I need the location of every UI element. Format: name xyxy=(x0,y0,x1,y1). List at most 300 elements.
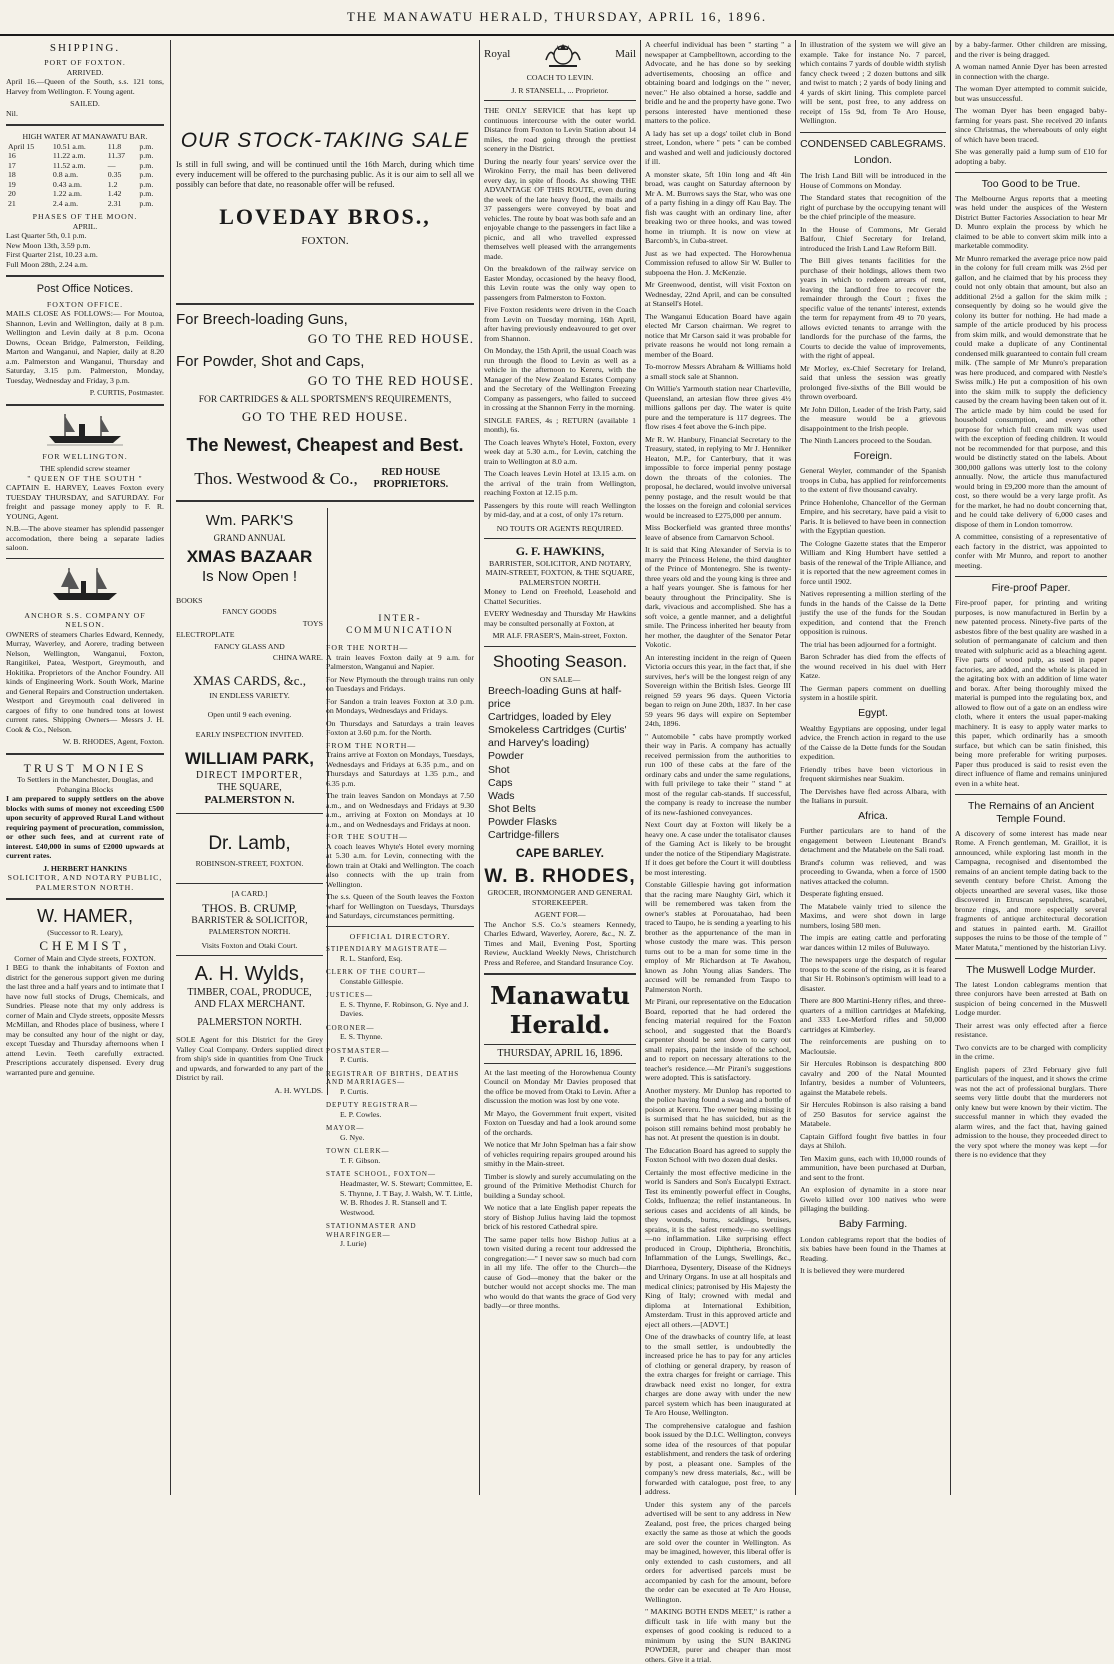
royal-label: Royal xyxy=(484,48,511,61)
tide-cell: 18 xyxy=(8,170,16,180)
tide-cell: 19 xyxy=(8,179,16,189)
arrived-label: ARRIVED. xyxy=(66,67,104,77)
park-item: TOYS xyxy=(302,618,323,628)
egypt-paragraph: Wealthy Egyptians are opposing, under legal advice, the French action in regard to the use of the Caisse de la Dette funds for the Soudan expedition. xyxy=(800,723,946,762)
column-local-news xyxy=(645,40,791,1664)
tide-row xyxy=(6,170,164,180)
hamer-trade: CHEMIST, xyxy=(39,937,131,953)
red-house-line: GO TO THE RED HOUSE. xyxy=(241,409,409,425)
hamer-successor: (Successor to R. Leary), xyxy=(47,928,123,938)
coach-paragraph: The Coach leaves Levin Hotel at 13.15 a.m. on the arrival of the train from Wellington, reaching Foxton at 12.15 p.m. xyxy=(484,469,636,497)
anchor-company-sign: W. B. RHODES, Agent, Foxton. xyxy=(62,737,164,747)
fire-proof-paragraphs xyxy=(955,598,1107,788)
muswell-murder-paragraph: English papers of 23rd February give full particulars of the inquest, and it shows the crime was not the act of professional burglars. There seems very little doubt that the murderers not only knew but were known by their victim. The successful manner in which they evaded the alarm wires, and the fact that, having gained admission to the house, they proceeded direct to the very spot where the money was kept —for there is no evidence that they xyxy=(955,1064,1107,1160)
directory-entry xyxy=(326,1070,474,1097)
sale-item: Powder Flasks xyxy=(488,816,557,829)
divider xyxy=(6,558,164,559)
william-park-town: PALMERSTON N. xyxy=(204,794,295,807)
fire-proof-heading: Fire-proof Paper. xyxy=(955,576,1107,595)
sailed-text: Nil. xyxy=(6,108,18,118)
news-paragraph: A cheerful individual has been " starting " a newspaper at Campbelltown, according to the Advocate, and he has done so by seeking advertisements, choosing an office and obtaining board and lodgings on the " never, never." He also obtained a horse, saddle and bridle and he and the property have gone. Two persons interested have mentioned these matters to the police. xyxy=(645,40,791,125)
directory-office: JUSTICES— xyxy=(326,991,374,1000)
anchor-ship-illustration xyxy=(47,565,123,605)
news-paragraph: Mr Greenwood, dentist, will visit Foxton on Wednesday, 22nd April, and can be consulted at Stansell's Hotel. xyxy=(645,280,791,308)
muswell-murder-heading: The Muswell Lodge Murder. xyxy=(955,958,1107,977)
tide-cell: 20 xyxy=(8,189,16,199)
royal-mail-header xyxy=(484,40,636,70)
cape-barley: CAPE BARLEY. xyxy=(515,846,604,861)
inter-communication-title: INTER-COMMUNICATION xyxy=(346,614,454,636)
arrived-text: April 16.—Queen of the South, s.s. 121 tons, Harvey from Wellington. F. Young agent. xyxy=(6,77,164,96)
royal-crest-icon xyxy=(543,40,583,70)
sale-item: Cartridges, loaded by Eley xyxy=(488,711,612,724)
directory-entry xyxy=(326,1024,474,1042)
hawkins-fraser: MR ALF. FRASER'S, Main-street, Foxton. xyxy=(492,631,628,641)
post-office-text: MAILS CLOSE AS FOLLOWS:— For Moutoa, Shannon, Levin and Wellington, daily at 8 p.m. Wellington and Levin daily at 8 p.m. Ocona Downs, Ocean Bridge, Palmerston, Feilding, Marton and Wanganui, and Napier, daily at 8.20 a.m. Palmerston and Wanganui, Thursday and Saturday, 3.15 p.m. Palmerston, Monday, Tuesday, Wednesday and Friday, 3 p.m. xyxy=(6,309,164,385)
divider xyxy=(484,100,636,101)
crump-role: BARRISTER & SOLICITOR, xyxy=(191,915,308,926)
news-paragraph: " MAKING BOTH ENDS MEET," is rather a difficult task in life with many but the expenses of good cooking is reduced to a minimum by using the SUN BAKING POWDER, purer and cheaper than most others. Give it a trial. xyxy=(645,1607,791,1664)
divider xyxy=(6,404,164,406)
william-park-role: DIRECT IMPORTER, xyxy=(196,770,303,782)
park-items xyxy=(176,596,323,663)
ancient-temple-paragraphs xyxy=(955,829,1107,953)
red-house-line: GO TO THE RED HOUSE. xyxy=(307,373,474,389)
tide-row xyxy=(6,189,164,199)
sale-item: Breech-loading Guns at half-price xyxy=(488,684,622,710)
column-coach xyxy=(484,40,636,1495)
foreign-paragraph: Natives representing a million sterling of the funds in the hands of the Caisse de la Dette justify the use of the funds for the Soudan expedition, and contend that the French opposition is ruinous. xyxy=(800,589,946,637)
directory-holder: E. P. Cowles. xyxy=(340,1109,382,1119)
william-park-name: WILLIAM PARK, xyxy=(184,749,315,769)
sale-item: Powder xyxy=(488,750,524,763)
tide-row xyxy=(6,199,164,209)
tide-cell: 11.52 a.m. xyxy=(52,160,86,170)
trust-monies-title: TRUST MONIES xyxy=(23,760,147,775)
directory-office: TOWN CLERK— xyxy=(326,1147,390,1156)
news-paragraph: The Education Board has agreed to supply the Foxton School with two dozen dual desks. xyxy=(645,1145,791,1164)
africa-paragraph: Brand's column was relieved, and was proceeding to Gwanda, when a force of 1500 natives attacked the column. xyxy=(800,857,946,886)
news-paragraph: Mr R. W. Hanbury, Financial Secretary to the Treasury, stated, in replying to Mr J. Henniker Heaton, M.P., for Canterbury, that it was impossible to force imperial penny postage down the throats of the colonies. The proposal, he declared, would involve universal penny postage, and the result would be that the losses on the foreign and colonial services would be increased to £275,000 per annum. xyxy=(645,434,791,520)
rhodes-text: The Anchor S.S. Co.'s steamers Kennedy, Charles Edward, Waverley, Aorere, &c., N. Z. Times and Mail, Evening Post, Sporting Review, Auckland Weekly News, Christchurch Press and Referee, and Standard Insurance Coy. xyxy=(484,919,636,967)
divider xyxy=(484,538,636,539)
divider xyxy=(6,275,164,277)
directory-holder: R. L. Stanford, Esq. xyxy=(340,953,403,963)
coach-paragraph: The Coach leaves Whyte's Hotel, Foxton, every week day at 5.30 a.m., for Levin, catching the train to Wellington at 8.0 a.m. xyxy=(484,437,636,466)
baby-farming-paragraph: by a baby-farmer. Other children are missing, and the river is being dragged. xyxy=(955,40,1107,59)
park-name: Wm. PARK'S xyxy=(205,511,294,529)
london-paragraph: The Standard states that recognition of the right of purchase by the occupying tenant will be the chief principle of the measure. xyxy=(800,193,946,222)
endless-variety: IN ENDLESS VARIETY. xyxy=(209,690,290,700)
south-label: FOR THE SOUTH— xyxy=(326,832,408,842)
coach-paragraph: THE ONLY SERVICE that has kept up continuous intercourse with the outer world. Distance from Foxton to Levin Station about 14 miles, the road going through the prettiest scenery in the District. xyxy=(484,106,636,153)
south-items xyxy=(326,842,474,921)
tide-cell: 2.31 xyxy=(107,198,122,208)
trust-solicitor-place: PALMERSTON NORTH. xyxy=(35,882,135,892)
egypt-heading: Egypt. xyxy=(858,706,888,719)
news-paragraph: Under this system any of the parcels advertised will be sent to any address in New Zealand, post free, the prices charged being exactly the same as those at which the goods are sold over the counter in Wellington. As may be imagined, however, this liberal offer is only extended to cash customers, and all orders for advertised parcels must be accompanied by cash for the amount, before the order can be executed at Te Aro House, Wellington. xyxy=(645,1499,791,1604)
tide-cell: 16 xyxy=(8,151,16,161)
divider xyxy=(176,303,474,305)
column-cablegrams xyxy=(800,40,946,1495)
xmas-cards: XMAS CARDS, &c., xyxy=(192,672,307,688)
official-directory xyxy=(326,945,474,1248)
directory-office: REGISTRAR OF BIRTHS, DEATHS AND MARRIAGES— xyxy=(326,1069,460,1087)
too-good-paragraph: Mr Munro remarked the average price now paid in the colony for full cream milk was 2½d per gallon, and he claimed that by his process they could not only obtain that amount, but also an additional 2½d a gallon for the skim milk ; consequently by doing so he would give the colony its butter for nothing. He had made a sample of the article produced by his process from skim milk, and would demonstrate that he could make a duplicate of any Continental condensed milk guaranteed to contain full cream milk. (The sample of Mr Munro's preparation was here produced, and compared with Nestle's Swiss milk.) He put a composition of his own into the skim milk to supply the deficiency caused by the cream having been taken out of it. The article made by him could be used for household consumption, and every other purpose for which full cream milk was used with the exception of feeding children. It would not be recommended for that purpose, and this would be distinctly stated on the labels. About 300,000 gallons was utterly lost to the colony annually. Now, the article thus manufactured would bring in £9,200 more than the amount of cost, so there would be a very large profit. As for the market, he had no doubt concerning that, and he could take delivery of 6,000 cases and dispose of them in London tomorrow. xyxy=(955,253,1107,529)
london-paragraph: The Irish Land Bill will be introduced in the House of Commons on Monday. xyxy=(800,171,946,190)
red-house-line: GO TO THE RED HOUSE. xyxy=(307,330,474,346)
early-inspection: EARLY INSPECTION INVITED. xyxy=(195,729,304,739)
directory-entry xyxy=(326,1222,474,1249)
divider xyxy=(326,926,474,927)
dr-lamb-address: ROBINSON-STREET, FOXTON. xyxy=(195,859,304,869)
directory-holder: Headmaster, W. S. Stewart; Committee, E. S. Thynne, J. T Bay, J. Walsh, W. T. Little, W. B. Rhodes J. R. Stansell and T. Westwood. xyxy=(340,1179,473,1217)
coach-paragraph: During the nearly four years' service over the Wirokino Ferry, the mail has been delivered every day, in spite of floods. As showing THE ADVANTAGE OF THIS ROUTE, even during the week of the late heavy flood, the mails and 37 passengers were conveyed by boat and vehicles. The route by boat was both safe and an enjoyable change to the passengers in fact like a picnic, and all who travelled expressed themselves well pleased with the arrangements made. xyxy=(484,156,636,261)
foreign-paragraph: The Cologne Gazette states that the Emperor William and King Humbert have settled a basis of the renewal of the Triple Alliance, and it is reported that the new agreement comes in force until 1902. xyxy=(800,538,946,586)
divider xyxy=(176,883,323,884)
tide-cell: 1.2 xyxy=(107,179,118,189)
africa-paragraph: The newspapers urge the despatch of regular troops to the scene of the rising, as it is feared that Sir H. Robinson's optimism will lead to a disaster. xyxy=(800,955,946,993)
baby-farming-paragraph: London cablegrams report that the bodies of six babies have been found in the Thames at Reading. xyxy=(800,1234,946,1263)
ancient-temple-paragraph: A discovery of some interest has made near Rome. A French gentleman, M. Graillot, it is announced, while exploring last month in the Campagna, recognised and disentombed the remains of an ancient temple dating back to the seventh century before Christ. Among the objects unearthed are several vases, like those discovered in Etruscan sepulchres, scarabei, bronze rings, and more especially several fragments of antique architectural decoration and statues in painted earth. M. Graillot supposes the ruins to be those of the temple of " Mater Matuta," mentioned by the historian Livy. xyxy=(955,828,1107,952)
divider xyxy=(6,898,164,900)
official-directory-title: OFFICIAL DIRECTORY. xyxy=(349,931,451,941)
newest-cheapest-line: The Newest, Cheapest and Best. xyxy=(186,435,464,456)
westwood-name: Thos. Westwood & Co., xyxy=(194,469,358,489)
baby-farming-paragraphs xyxy=(800,1235,946,1276)
hamer-name: W. HAMER, xyxy=(36,906,133,927)
tide-table xyxy=(6,142,164,209)
parcel-example: In illustration of the system we will give an example. Take for instance No. 7 parcel, which contains 7 yards of double width stylish fancy check tweed ; 2 dozen buttons and silk and twist to match ; 2 yards of body lining and 4 yards of skirt lining. This complete parcel will be sent, post free, to any address on receipt of 15s 9d, from Te Aro House, Wellington. xyxy=(800,40,946,125)
column-rule xyxy=(795,40,796,1495)
sale-item: Caps xyxy=(488,776,513,789)
column-rule xyxy=(479,40,480,1495)
news-paragraph: Next Court day at Foxton will likely be a heavy one. A case under the totalisator clauses of the Gaming Act is likely to be brought under the notice of the Stipendiary Magistrate. If it does get before the Court it will doubtless be most interesting. xyxy=(645,820,791,877)
baby-farming-paragraph: It is believed they were murdered xyxy=(800,1266,905,1276)
wylds-sign: A. H. WYLDS. xyxy=(274,1085,323,1095)
directory-holder: G. Nye. xyxy=(340,1132,365,1142)
coach-proprietor: J. R STANSELL, ... Proprietor. xyxy=(511,85,609,95)
divider xyxy=(176,500,474,502)
london-paragraph: The Ninth Lancers proceed to the Soudan. xyxy=(800,436,932,446)
moon-phase-line: First Quarter 21st, 10.23 a.m. xyxy=(6,250,98,260)
baby-farming-paragraph: A woman named Annie Dyer has been arrested in connection with the charge. xyxy=(955,62,1107,81)
tide-cell: p.m. xyxy=(139,151,154,161)
london-paragraph: In the House of Commons, Mr Gerald Balfour, Chief Secretary for Ireland, introduced the Irish Land Law Reform Bill. xyxy=(800,224,946,253)
divider xyxy=(6,124,164,126)
stock-taking-text: Is still in full swing, and will be continued until the 16th March, during which time every inducement will be offered to the purchasing public. As it is our aim to sell all we possibly can before that date, no reasonable offer will be refused. xyxy=(176,159,474,190)
africa-paragraph: Sir Hercules Robinson is also raising a band of 250 Basutos for service against the Matabele. xyxy=(800,1100,946,1129)
directory-entry xyxy=(326,991,474,1019)
herald-paragraph: Mr Mayo, the Government fruit expert, visited Foxton on Tuesday and had a look around some of the orchards. xyxy=(484,1108,636,1137)
news-paragraph: A lady has set up a dogs' toilet club in Bond street, London, where " pets " can be combed and washed and well and judiciously doctored if ill. xyxy=(645,128,791,166)
directory-office: POSTMASTER— xyxy=(326,1046,390,1055)
park-grand: GRAND ANNUAL xyxy=(213,532,286,543)
wylds-trade: TIMBER, COAL, PRODUCE, xyxy=(187,986,312,998)
divider xyxy=(6,753,164,755)
from-north-item: Trains arrive at Foxton on Mondays, Tuesdays, Wednesdays and Fridays at 6.35 p.m., and on Thursdays and Saturdays at 1.35 p.m., and 6.35 p.m. xyxy=(326,750,474,788)
hamer-address: Corner of Main and Clyde streets, FOXTON. xyxy=(14,953,156,963)
post-office-title: Post Office Notices. xyxy=(36,283,134,296)
post-office-name: FOXTON OFFICE. xyxy=(46,299,124,309)
foreign-paragraph: General Weyler, commander of the Spanish troops in Cuba, has applied for reinforcements to the extent of five thousand cavalry. xyxy=(800,466,946,495)
baby-farming-paragraph: The woman Dyer attempted to commit suicide, but was unsuccessful. xyxy=(955,84,1107,103)
wylds-name: A. H. Wylds, xyxy=(194,963,305,986)
muswell-murder-paragraph: Two convicts are to be charged with complicity in the crime. xyxy=(955,1042,1107,1062)
tide-cell: 10.51 a.m. xyxy=(52,141,86,151)
egypt-paragraphs xyxy=(800,724,946,806)
london-paragraph: The Bill gives tenants facilities for the purchase of their holdings, allows them two years in which to redeem arrears of rent, leaving the landlord free to recover the remainder through the Court ; fixes the specific value of the tenants' interest, extends the term for repayment from 49 to 70 years, allows evicted tenants to arrange with the landlords for the purchase of the farms, the Courts to decide the value of improvements, with the right of appeal. xyxy=(800,256,946,361)
south-item: A coach leaves Whyte's Hotel every morning at 5.30 a.m. for Levin, connecting with the down train at Otaki and Wellington. The coach also connects with the up train from Wellington. xyxy=(326,841,474,889)
africa-paragraph: Further particulars are to hand of the engagement between Lieutenant Brand's detachment and the Matabele on the Sali road. xyxy=(800,826,946,855)
from-north-item: The train leaves Sandon on Mondays at 7.50 a.m., and on Wednesdays and Fridays at 9.30 a.m., arriving at Foxton on Mondays at 10 a.m., and on Wednesdays and Fridays at noon. xyxy=(326,791,474,829)
moon-phases xyxy=(6,231,164,269)
foreign-heading: Foreign. xyxy=(853,449,893,462)
tide-cell: 0.35 xyxy=(107,170,122,180)
hawkins-address: MAIN-STREET, FOXTON, & THE SQUARE, PALMERSTON NORTH. xyxy=(485,568,635,587)
news-paragraph: Certainly the most effective medicine in the world is Sanders and Son's Eucalypti Extract. Test its eminently powerful effect in Coughs, Colds, Influenza; the relief instantaneous. In serious cases and accidents of all kinds, be they wounds, burns, scaldings, bruises, sprains, it is the safest remedy—no swellings—no inflammation. Like surprising effect produced in Croup, Diphtheria, Bronchitis, Inflammation of the Lungs, Swellings, &c., Diarrhoea, Dysentery, Disease of the Kidneys and Urinary Organs. In use at all hospitals and medical clinics; patronised by His Majesty the King of Italy; crowned with medal and diploma at International Exhibition, Amsterdam. Trust in this approved article and eject all others.—[ADVT.] xyxy=(645,1167,791,1329)
moon-phase-line: New Moon 13th, 3.59 p.m. xyxy=(6,240,91,250)
tide-cell: p.m. xyxy=(139,198,154,208)
too-good-heading: Too Good to be True. xyxy=(955,172,1107,191)
directory-entry xyxy=(326,945,474,963)
news-paragraph: An interesting incident in the reign of Queen Victoria occurs this year, in the fact that, if she survives, her's will be the longest reign of any Sovereign within the British Isles. George III reigned 59 years 96 days. Queen Victoria began to reign on June 20th, 1837. In her case 59 years 96 days will expire on September 24th, 1896. xyxy=(645,652,791,728)
condensed-cablegrams-title: CONDENSED CABLEGRAMS. xyxy=(800,132,946,151)
trust-solicitor-role: SOLICITOR, AND NOTARY PUBLIC, xyxy=(7,873,163,883)
herald-paragraph: The same paper tells how Bishop Julius at a town visited during a recent tour addressed the congregation:—" I never saw so much bad corn in all my life. The offer to the Church—the cause of God—money that the baker or the butcher would not accept shocks me. The man who would do that wants the grace of God very badly—or three months. xyxy=(484,1234,636,1311)
column-intercommunication xyxy=(326,612,474,1495)
herald-paragraph: At the last meeting of the Horowhenua County Council on Monday Mr Davies proposed that the office be moved from Otaki to Levin. After a discussion the motion was lost by one vote. xyxy=(484,1067,636,1106)
tide-cell: April 15 xyxy=(8,141,35,151)
directory-entry xyxy=(326,968,474,986)
coach-paragraphs xyxy=(484,106,636,520)
herald-dateline: THURSDAY, APRIL 16, 1896. xyxy=(484,1044,636,1064)
too-good-paragraph: The Melbourne Argus reports that a meeting was held under the auspices of the Western District Butter Factories Association to hear Mr D. Munro explain the process by which he claimed to be able to convert skim milk into a marketable commodity. xyxy=(955,193,1107,251)
directory-office: CLERK OF THE COURT— xyxy=(326,968,426,977)
park-item: ELECTROPLATE xyxy=(176,630,235,640)
tide-cell: — xyxy=(107,160,116,170)
moon-phase-line: Last Quarter 5th, 0.1 p.m. xyxy=(6,231,87,241)
open-until: Open until 9 each evening. xyxy=(207,710,292,720)
herald-paragraph: We notice that Mr John Spelman has a fair show of vehicles requiring repairs grouped around his smithy in the Main-street. xyxy=(484,1140,636,1169)
coach-title: COACH TO LEVIN. xyxy=(526,73,594,82)
directory-entry xyxy=(326,1147,474,1165)
directory-entry xyxy=(326,1170,474,1217)
africa-paragraph: The Matabele vainly tried to silence the Maxims, and were shot down in large numbers, losing 580 men. xyxy=(800,901,946,930)
directory-holder: E. S. Thynne, F. Robinson, G. Nye and J. Davies. xyxy=(340,999,469,1019)
directory-entry xyxy=(326,1047,474,1065)
herald-paragraphs xyxy=(484,1068,636,1311)
baby-farming-paragraph: The woman Dyer has been engaged baby-farming for years past. She received 20 infants since Christmas, the whereabouts of only eight of which have been traced. xyxy=(955,106,1107,144)
on-sale-label: ON SALE— xyxy=(539,675,581,685)
baby-farming-continued xyxy=(955,40,1107,166)
tide-cell: 21 xyxy=(8,198,16,208)
tide-cell: 17 xyxy=(8,160,16,170)
column-features xyxy=(955,40,1107,1495)
herald-paragraph: We notice that a late English paper repeats the story of Bishop Julius having laid the topmost brick of his restored Cathedral spire. xyxy=(484,1203,636,1232)
tide-row xyxy=(6,142,164,152)
tide-row xyxy=(6,180,164,190)
directory-holder: Constable Gillespie. xyxy=(340,976,404,986)
london-paragraph: Mr John Dillon, Leader of the Irish Party, said the measure would be a grievous disappointment to the Irish people. xyxy=(800,404,946,433)
divider xyxy=(176,813,323,814)
north-train-item: A train leaves Foxton daily at 9 a.m. for Palmerston, Wanganui and Napier. xyxy=(326,652,474,672)
news-paragraph: It is said that King Alexander of Servia is to marry the Princess Helene, the third daughter of the Prince of Montenegro. She is twenty-three years old and the young king is three and a half years younger. She is famous for her beauty throughout the Principality. She is dark, vivacious and accomplished. She has a soft voice, a gentle manner, and a delightful smile. The Princess inherited her beauty from her mother, the daughter of the Senator Petar Vokotic. xyxy=(645,545,791,649)
park-ad xyxy=(176,508,328,1096)
news-paragraph: Mr Pirani, our representative on the Education Board, reported that he had ordered the fencing material required for the Foxton school, and suggested that the Board's carpenter should be sent down to carry out small repairs, paint the inside of the school, and to report on necessary alterations to the teacher's residence.—Mr Pirani's suggestions were adopted. This is satisfactory. xyxy=(645,997,791,1082)
tide-cell: p.m. xyxy=(139,189,154,199)
london-paragraphs xyxy=(800,171,946,446)
card-label: [A CARD.] xyxy=(231,888,268,898)
directory-office: MAYOR— xyxy=(326,1124,365,1133)
foreign-paragraph: Baron Schrader has died from the effects of the wound received in his duel with Herr Katze. xyxy=(800,652,946,681)
muswell-murder-paragraph: Their arrest was only effected after a fierce resistance. xyxy=(955,1020,1107,1040)
directory-holder: T. F. Gibson. xyxy=(340,1155,381,1165)
park-open: Is Now Open ! xyxy=(201,567,298,585)
page-masthead: THE MANAWATU HERALD, THURSDAY, APRIL 16, 1896. xyxy=(0,0,1114,36)
dr-lamb-name: Dr. Lamb, xyxy=(208,832,291,854)
too-good-paragraphs xyxy=(955,194,1107,571)
tide-row xyxy=(6,151,164,161)
egypt-paragraph: The Dervishes have fled across Albara, with the Italians in pursuit. xyxy=(800,786,946,806)
wellington-title: FOR WELLINGTON. xyxy=(42,451,128,461)
tide-cell: 11.8 xyxy=(107,141,122,151)
tide-cell: p.m. xyxy=(139,160,154,170)
rhodes-name: W. B. RHODES, xyxy=(484,865,636,887)
tide-cell: p.m. xyxy=(139,179,154,189)
africa-paragraph: The impis are eating cattle and perforating war dances within 12 miles of Buluwayo. xyxy=(800,933,946,952)
coach-paragraph: Passengers by this route will reach Wellington by mid-day, and at a cost, of only 17s return. xyxy=(484,500,636,519)
moon-month: APRIL. xyxy=(72,221,98,231)
park-bazaar: XMAS BAZAAR xyxy=(186,546,313,566)
fire-proof-paragraph: Fire-proof paper, for printing and writing purposes, is now manufactured in Berlin by a new patented process. Ninety-five parts of the asbestos fibre of the best quality are washed in a solution of permanganate of calcium and then treated with sulphuric acid as a bleaching agent. Five parts of wood pulp, as used in paper factories, are added, and the whole is placed in the agitating box with an addition of lime water and borax. After being thoroughly mixed the material is pumped into the regulating box, and allowed to flow out of a gate on an endless wire cloth, where it enters the usual paper-making machinery. It is easy to apply water marks to this paper, which ordinarily has a smooth surface, but which can be satin finished, this being more preferable for writing purposes. Paper thus produced is said to resist even the direct influence of flame and remains uninjured even in a white heat. xyxy=(955,598,1107,788)
africa-paragraph: There are 800 Martini-Henry rifles, and three-quarters of a million cartridges at Mafeking, and 333 Lee-Metford rifles and 50,000 cartridges at Kimberley. xyxy=(800,996,946,1034)
north-label: FOR THE NORTH— xyxy=(326,643,409,653)
baby-farming-paragraph: She was generally paid a lump sum of £10 for adopting a baby. xyxy=(955,147,1107,166)
trust-monies-subtitle: To Settlers in the Manchester, Douglas, and Pohangina Blocks xyxy=(17,775,153,794)
foreign-paragraph: The trial has been adjourned for a fortnight. xyxy=(800,639,937,649)
directory-holder: E. S. Thynne. xyxy=(340,1032,383,1042)
loveday-bros-name: LOVEDAY BROS., xyxy=(219,204,431,230)
news-paragraph: On Willie's Yarmouth station near Charleville, Queensland, an artesian flow three gives 4½ millions gallons per day. The water is quite pure and the temperature is 117 degrees. The flow rises 4 feet above the 6-inch pipe. xyxy=(645,384,791,431)
news-paragraph: The comprehensive catalogue and fashion book issued by the D.I.C. Wellington, conveys some idea of the resources of that popular establishment, and renders the task of ordering by post, a pleasant one. Samples of the company's new dress materials, &c., will be forwarded with catalogue, post free, to any address. xyxy=(645,1420,791,1496)
hawkins-wednesday: EVERY Wednesday and Thursday Mr Hawkins may be consulted personally at Foxton, at xyxy=(484,609,636,628)
trust-solicitor-name: J. HERBERT HANKINS xyxy=(43,863,127,873)
moon-title: PHASES OF THE MOON. xyxy=(32,212,138,222)
cartridges-line: FOR CARTRIDGES & ALL SPORTSMEN'S REQUIREMENTS, xyxy=(198,394,452,405)
tide-cell: 2.4 a.m. xyxy=(52,198,79,208)
tide-cell: 11.22 a.m. xyxy=(52,151,86,161)
hawkins-name: G. F. HAWKINS, xyxy=(515,544,605,558)
hawkins-role: BARRISTER, SOLICITOR, AND NOTARY, xyxy=(488,558,632,568)
coach-paragraph: Five Foxton residents were driven in the Coach from Levin on Tuesday morning, 16th April, after having previously endeavoured to get over from Shannon. xyxy=(484,305,636,343)
sale-item: Cartridge-fillers xyxy=(488,829,560,842)
africa-heading: Africa. xyxy=(858,809,888,822)
wylds-trade-2: AND FLAX MERCHANT. xyxy=(194,998,305,1010)
london-paragraph: Mr Morley, ex-Chief Secretary for Ireland, said that unless the session was greatly prolonged five-sixths of the Bill would be thrown overboard. xyxy=(800,363,946,402)
breech-guns-line: For Breech-loading Guns, xyxy=(176,310,348,328)
directory-office: CORONER— xyxy=(326,1023,375,1032)
trust-monies-text: I am prepared to supply settlers on the above blocks with sums of money not exceeding £500 upon security of approved Rural Land without requiring payment of procuration, commission, or other such fees, and at current rate of interest. £40,000 in sums of £2000 upwards at current rates. xyxy=(6,794,164,861)
news-paragraph: A monster skate, 5ft 10in long and 4ft 4in broad, was caught on Saturday afternoon by Mr A. M. Burrows says the Star, who was one of a party fishing in a dingy off Kau Bay. The fish was caught with an ordinary line, after breaking two or three hooks, and was towed home in triumph. It is now on view at Barcomb's, in Cuba-street. xyxy=(645,169,791,245)
ancient-temple-heading: The Remains of an Ancient Temple Found. xyxy=(955,794,1107,826)
park-item: FANCY GLASS AND xyxy=(214,641,285,651)
north-train-item: For New Plymouth the through trains run only on Tuesdays and Fridays. xyxy=(326,674,474,694)
westwood-ad xyxy=(176,467,474,491)
africa-paragraph: Desperate fighting ensued. xyxy=(800,889,884,899)
powder-shot-line: For Powder, Shot and Caps, xyxy=(176,352,365,370)
directory-office: DEPUTY REGISTRAR— xyxy=(326,1101,418,1110)
tide-cell: 0.8 a.m. xyxy=(52,170,79,180)
directory-office: STIPENDIARY MAGISTRATE— xyxy=(326,945,448,954)
from-north-label: FROM THE NORTH— xyxy=(326,740,417,750)
news-paragraph: Constable Gillespie having got information that the racing mare Naughty Girl, which it will be remembered was taken from the owner's stables at Porouatahao, had been traced to Taupo, he is sending a yearling to his brother as the appurtenance of the man in whose custody the mare was. This person turns out to be a man for some time in the employ of Mr Richardson at Te Awahou, known as John Young alias Sanders. The accused will be remanded from Taupo to Palmerston North. xyxy=(645,880,791,994)
north-items xyxy=(326,653,474,738)
sailed-label: SAILED. xyxy=(70,99,100,109)
crump-visits: Visits Foxton and Otaki Court. xyxy=(201,940,298,950)
william-park-square: THE SQUARE, xyxy=(217,782,282,794)
directory-holder: P. Curtis. xyxy=(340,1086,369,1096)
stock-taking-title: OUR STOCK-TAKING SALE xyxy=(180,129,470,152)
local-news-paragraphs xyxy=(645,40,791,1664)
africa-paragraph: The reinforcements are pushing on to Macloutsie. xyxy=(800,1037,946,1056)
africa-paragraphs xyxy=(800,826,946,1214)
news-paragraph: Just as we had expected. The Horowhenua Commission refused to allow Sir W. Buller to subpoena the Hon. J. McKenzie. xyxy=(645,248,791,277)
loveday-bros-place: FOXTON. xyxy=(301,235,349,248)
shipping-title: SHIPPING. xyxy=(49,42,121,54)
too-good-paragraph: A committee, consisting of a representative of each factory in the district, was appointed to confer with Mr Munro, and report to another meeting. xyxy=(955,532,1107,570)
directory-office: STATIONMASTER AND WHARFINGER— xyxy=(326,1222,417,1239)
muswell-murder-paragraph: The latest London cablegrams mention that three conjurors have been arrested at Bath on suspicion of being concerned in the Muswell Lodge murder. xyxy=(955,979,1107,1018)
divider xyxy=(484,646,636,647)
anchor-company-title: ANCHOR S.S. COMPANY OF NELSON. xyxy=(24,610,146,630)
tide-row xyxy=(6,161,164,171)
mail-label: Mail xyxy=(615,48,636,61)
tide-cell: p.m. xyxy=(139,170,154,180)
no-touts: NO TOUTS OR AGENTS REQUIRED. xyxy=(496,523,624,533)
herald-nameplate: Manawatu Herald. xyxy=(490,981,630,1040)
muswell-murder-paragraphs xyxy=(955,980,1107,1160)
column-shipping xyxy=(6,40,164,1495)
column-rule xyxy=(170,40,171,1495)
directory-entry xyxy=(326,1124,474,1142)
london-heading: London. xyxy=(854,154,892,167)
hawkins-money: Money to Lend on Freehold, Leasehold and Chattel Securities. xyxy=(484,587,636,606)
news-paragraph: To-morrow Messrs Abraham & Williams hold a small stock sale at Shannon. xyxy=(645,362,791,381)
herald-paragraph: Timber is slowly and surely accumulating on the ground of the Primitive Methodist Church for building a Sunday school. xyxy=(484,1171,636,1200)
north-train-item: For Sandon a train leaves Foxton at 3.0 p.m. on Mondays, Wednesdays and Fridays. xyxy=(326,696,474,716)
tide-cell: p.m. xyxy=(139,141,154,151)
shooting-season-title: Shooting Season. xyxy=(492,651,628,671)
anchor-company-text: OWNERS of steamers Charles Edward, Kennedy, Murray, Waverley, and Aorere, trading between Nelson, Wellington, Wanganui, Foxton, Rangitikei, Patea, Westport, Greymouth, and Hokitika. Proprietors of the Anchor Foundry. All kinds of Engineering Work. South Work, Marine and General Repairs and Construction undertaken. Westport and Greymouth coal delivered in cargoes of fifty to one hundred tons at lowest current rates. Shipping Owners— Messrs J. H. Cook & Co., Nelson. xyxy=(6,629,164,734)
column-rule xyxy=(950,40,951,1495)
steamer-illustration xyxy=(45,412,125,446)
steamer-name: " QUEEN OF THE SOUTH " xyxy=(27,473,143,483)
park-item: FANCY GOODS xyxy=(222,607,277,617)
directory-holder: J. Lurie) xyxy=(340,1239,367,1249)
directory-holder: P. Curtis. xyxy=(340,1055,369,1065)
news-paragraph: The Wanganui Education Board have again elected Mr Carson chairman. We regret to notice that Mr Carson said it was probable for private reasons he would not long remain a member of the Board. xyxy=(645,311,791,359)
tide-title: HIGH WATER AT MANAWATU BAR. xyxy=(22,132,148,142)
wylds-place: PALMERSTON NORTH. xyxy=(197,1016,302,1028)
news-paragraph: One of the drawbacks of country life, at least to the small settler, is undoubtedly the increased price he has to pay for any articles of clothing or general drapery, by reason of the extra charges for freight or carriage. This drawback need exist no longer, for extra charges are done away with under the new parcel system which has been inaugurated at Te Aro House, Wellington. xyxy=(645,1332,791,1417)
coach-paragraph: On Monday, the 15th April, the usual Coach was run through the flood to Levin as well as a vehicle in the afternoon to Kereru, with the Manager of the New Zealand Estates Company and the Secretary of the Wellington Freezing Company as passengers, who failed to succeed in crossing at the Shannon Ferry in the morning. xyxy=(484,346,636,412)
park-item: BOOKS xyxy=(176,595,203,605)
from-north-items xyxy=(326,750,474,829)
north-train-item: On Thursdays and Saturdays a train leaves Foxton at 3.60 p.m. for the North. xyxy=(326,718,474,738)
south-item: The s.s. Queen of the South leaves the Foxton wharf for Wellington on Tuesdays, Thursdays and Saturdays, circumstances permitting. xyxy=(326,892,474,921)
africa-paragraph: Ten Maxim guns, each with 10,000 rounds of ammunition, have been purchased at Durban, and sent to the front. xyxy=(800,1153,946,1182)
